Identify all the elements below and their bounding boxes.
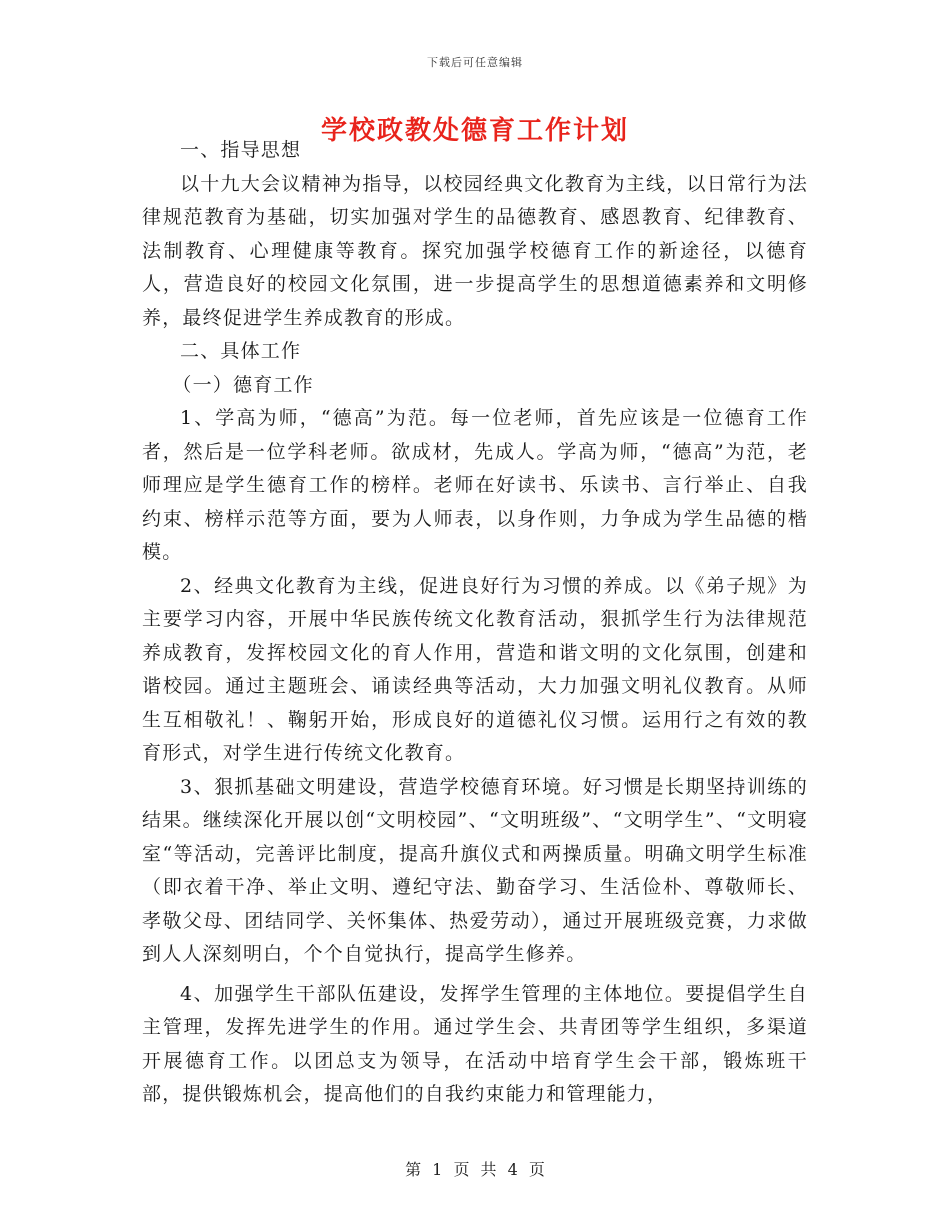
item-3-paragraph: 3、狠抓基础文明建设，营造学校德育环境。好习惯是长期坚持训练的结果。继续深化开展以创“文明校园”、“文明班级”、“文明学生”、“文明寝室“等活动，完善评比制度，提高升旗仪式和两操质量。明确文明学生标准（即衣着干净、举止文明、遵纪守法、勤奋学习、生活俭朴、尊敬师长、孝敬父母、团结同学、关怀集体、热爱劳动），通过开展班级竞赛，力求做到人人深刻明白，个个自觉执行，提高学生修养。: [142, 775, 808, 965]
section-1-heading: 一、指导思想: [180, 139, 302, 161]
document-title: 学校政教处德育工作计划: [320, 116, 629, 146]
section-2-subheading: （一）德育工作: [172, 373, 314, 396]
section-2-heading: 二、具体工作: [180, 340, 302, 362]
item-2-paragraph: 2、经典文化教育为主线，促进良好行为习惯的养成。以《弟子规》为主要学习内容，开展中华民族传统文化教育活动，狠抓学生行为法律规范养成教育，发挥校园文化的育人作用，营造和谐文明的文化氛围，创建和谐校园。通过主题班会、诵读经典等活动，大力加强文明礼仪教育。从师生互相敬礼！、鞠躬开始，形成良好的道德礼仪习惯。运用行之有效的教育形式，对学生进行传统文化教育。: [142, 574, 808, 764]
section-1-paragraph: 以十九大会议精神为指导，以校园经典文化教育为主线，以日常行为法律规范教育为基础，切实加强对学生的品德教育、感恩教育、纪律教育、法制教育、心理健康等教育。探究加强学校德育工作的新途径，以德育人，营造良好的校园文化氛围，进一步提高学生的思想道德素养和文明修养，最终促进学生养成教育的形成。: [142, 172, 808, 329]
item-1-paragraph: 1、学高为师，“德高”为范。每一位老师，首先应该是一位德育工作者，然后是一位学科老师。欲成材，先成人。学高为师，“德高”为范，老师理应是学生德育工作的榜样。老师在好读书、乐读书、言行举止、自我约束、榜样示范等方面，要为人师表，以身作则，力争成为学生品德的楷模。: [142, 407, 808, 563]
item-4-paragraph: 4、加强学生干部队伍建设，发挥学生管理的主体地位。要提倡学生自主管理，发挥先进学生的作用。通过学生会、共青团等学生组织，多渠道开展德育工作。以团总支为领导，在活动中培育学生会干部，锻炼班干部，提供锻炼机会，提高他们的自我约束能力和管理能力，: [142, 982, 808, 1105]
document-body: [142, 134, 808, 1112]
header-note: 下载后可任意编辑: [427, 56, 523, 69]
page-footer: 第 1 页 共 4 页: [405, 1160, 545, 1179]
